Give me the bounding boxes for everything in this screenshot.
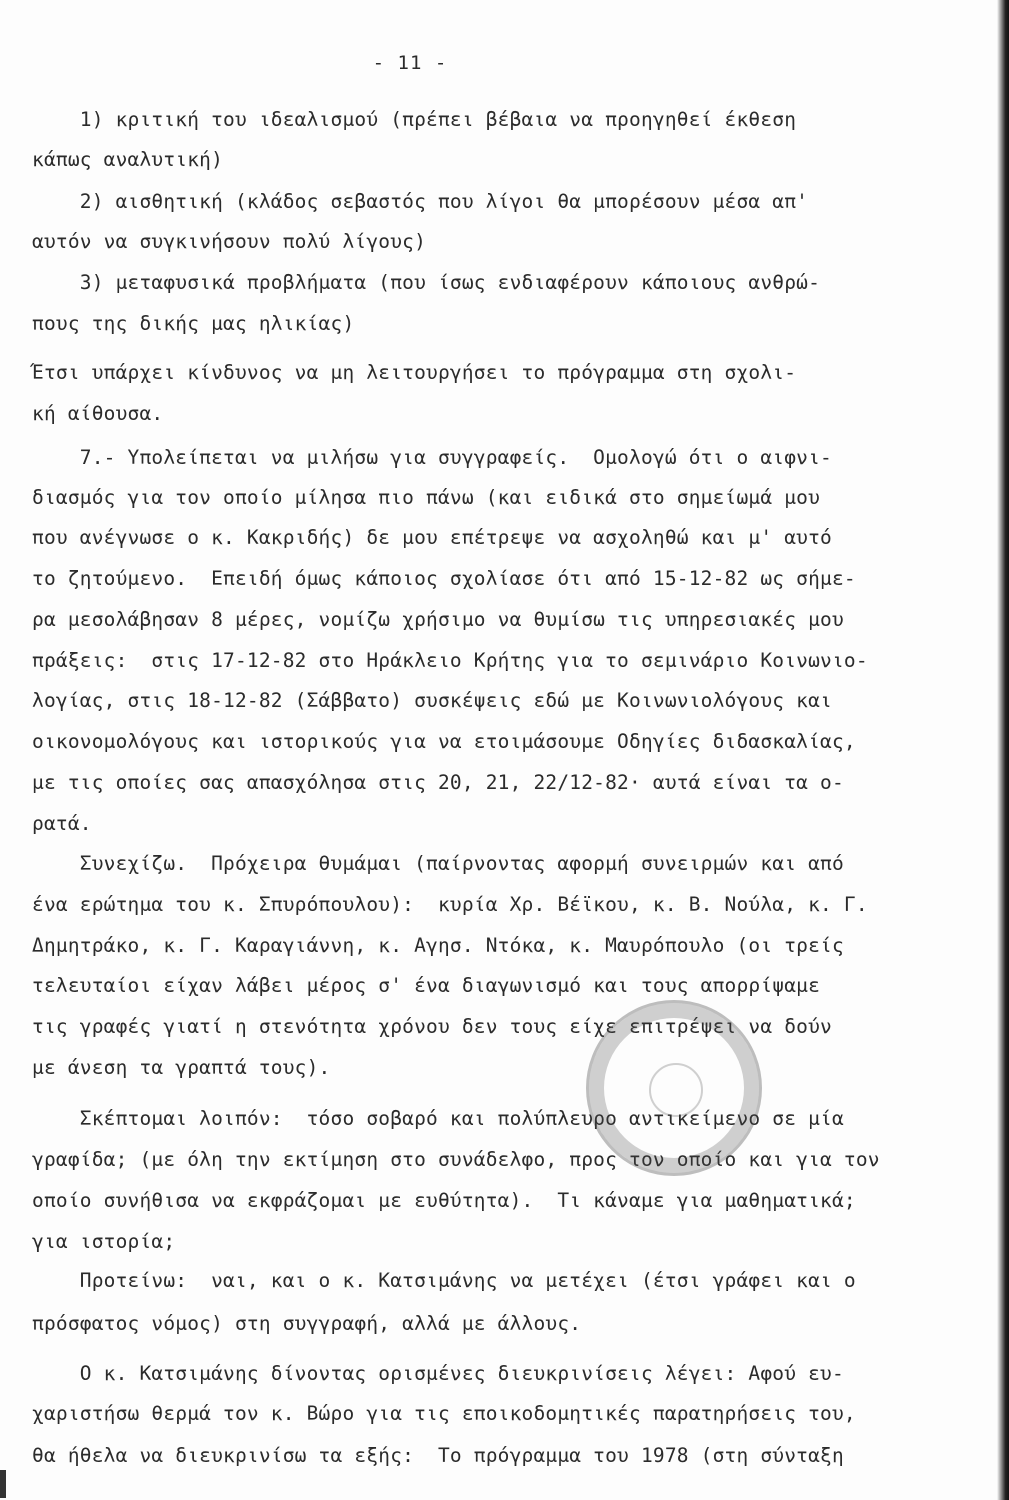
text-line: για ιστορία; [32,1230,176,1253]
text-line: αυτόν να συγκινήσουν πολύ λίγους) [32,230,427,253]
scan-edge-mark [0,1470,6,1498]
text-line: Προτείνω: ναι, και ο κ. Κατσιμάνης να μετέχει (έτσι γράφει και ο [32,1269,856,1292]
text-line: οποίο συνήθισα να εκφράζομαι με ευθύτητα). Τι κάναμε για μαθηματικά; [32,1189,856,1212]
page-number: - 11 - [372,52,448,74]
official-stamp [586,1000,762,1176]
text-line: Έτσι υπάρχει κίνδυνος να μη λειτουργήσει το πρόγραμμα στη σχολι- [32,361,797,384]
text-line: κάπως αναλυτική) [32,148,224,171]
text-line: πράξεις: στις 17-12-82 στο Ηράκλειο Κρήτης για το σεμινάριο Κοινωνιο- [32,649,868,672]
text-line: ρα μεσολάβησαν 8 μέρες, νομίζω χρήσιμο να θυμίσω τις υπηρεσιακές μου [32,608,844,631]
text-line: με τις οποίες σας απασχόλησα στις 20, 21, 22/12-82· αυτά είναι τα ο- [32,771,844,794]
text-line: 2) αισθητική (κλάδος σεβαστός που λίγοι θα μπορέσουν μέσα απ' [32,190,809,213]
scan-edge-shadow [997,0,1009,1500]
stamp-center [649,1063,703,1117]
text-line: κή αίθουσα. [32,402,164,425]
text-line: Σκέπτομαι λοιπόν: τόσο σοβαρό και πολύπλευρο αντικείμενο σε μία [32,1107,844,1130]
text-line: γραφίδα; (με όλη την εκτίμηση στο συνάδελφο, προς τον οποίο και για τον [32,1148,880,1171]
text-line: πρόσφατος νόμος) στη συγγραφή, αλλά με άλλους. [32,1312,582,1335]
text-line: διασμός για τον οποίο μίλησα πιο πάνω (και ειδικά στο σημείωμά μου [32,486,821,509]
text-line: με άνεση τα γραπτά τους). [32,1056,331,1079]
text-line: 1) κριτική του ιδεαλισμού (πρέπει βέβαια να προηγηθεί έκθεση [32,108,797,131]
text-line: Δημητράκο, κ. Γ. Καραγιάννη, κ. Αγησ. Ντόκα, κ. Μαυρόπουλο (οι τρείς [32,934,844,957]
text-line: τελευταίοι είχαν λάβει μέρος σ' ένα διαγωνισμό και τους απορρίψαμε [32,974,821,997]
text-line: ρατά. [32,812,92,835]
text-line: Συνεχίζω. Πρόχειρα θυμάμαι (παίρνοντας αφορμή συνειρμών και από [32,852,844,875]
text-line: θα ήθελα να διευκρινίσω τα εξής: Το πρόγραμμα του 1978 (στη σύνταξη [32,1444,844,1467]
text-line: χαριστήσω θερμά τον κ. Βώρο για τις εποικοδομητικές παρατηρήσεις του, [32,1402,856,1425]
text-line: ένα ερώτημα του κ. Σπυρόπουλου): κυρία Χρ. Βέϊκου, κ. Β. Νούλα, κ. Γ. [32,893,868,916]
text-line: 3) μεταφυσικά προβλήματα (που ίσως ενδιαφέρουν κάποιους ανθρώ- [32,271,821,294]
text-line: 7.- Υπολείπεται να μιλήσω για συγγραφείς. Ομολογώ ότι ο αιφνι- [32,446,832,469]
text-line: που ανέγνωσε ο κ. Κακριδής) δε μου επέτρεψε να ασχοληθώ και μ' αυτό [32,526,832,549]
text-line: λογίας, στις 18-12-82 (Σάββατο) συσκέψεις εδώ με Κοινωνιολόγους και [32,689,832,712]
text-line: οικονομολόγους και ιστορικούς για να ετοιμάσουμε Οδηγίες διδασκαλίας, [32,730,856,753]
text-line: το ζητούμενο. Επειδή όμως κάποιος σχολίασε ότι από 15-12-82 ως σήμε- [32,567,856,590]
text-line: πους της δικής μας ηλικίας) [32,312,355,335]
text-line: τις γραφές γιατί η στενότητα χρόνου δεν τους είχε επιτρέψει να δούν [32,1015,832,1038]
text-line: Ο κ. Κατσιμάνης δίνοντας ορισμένες διευκρινίσεις λέγει: Αφού ευ- [32,1362,844,1385]
